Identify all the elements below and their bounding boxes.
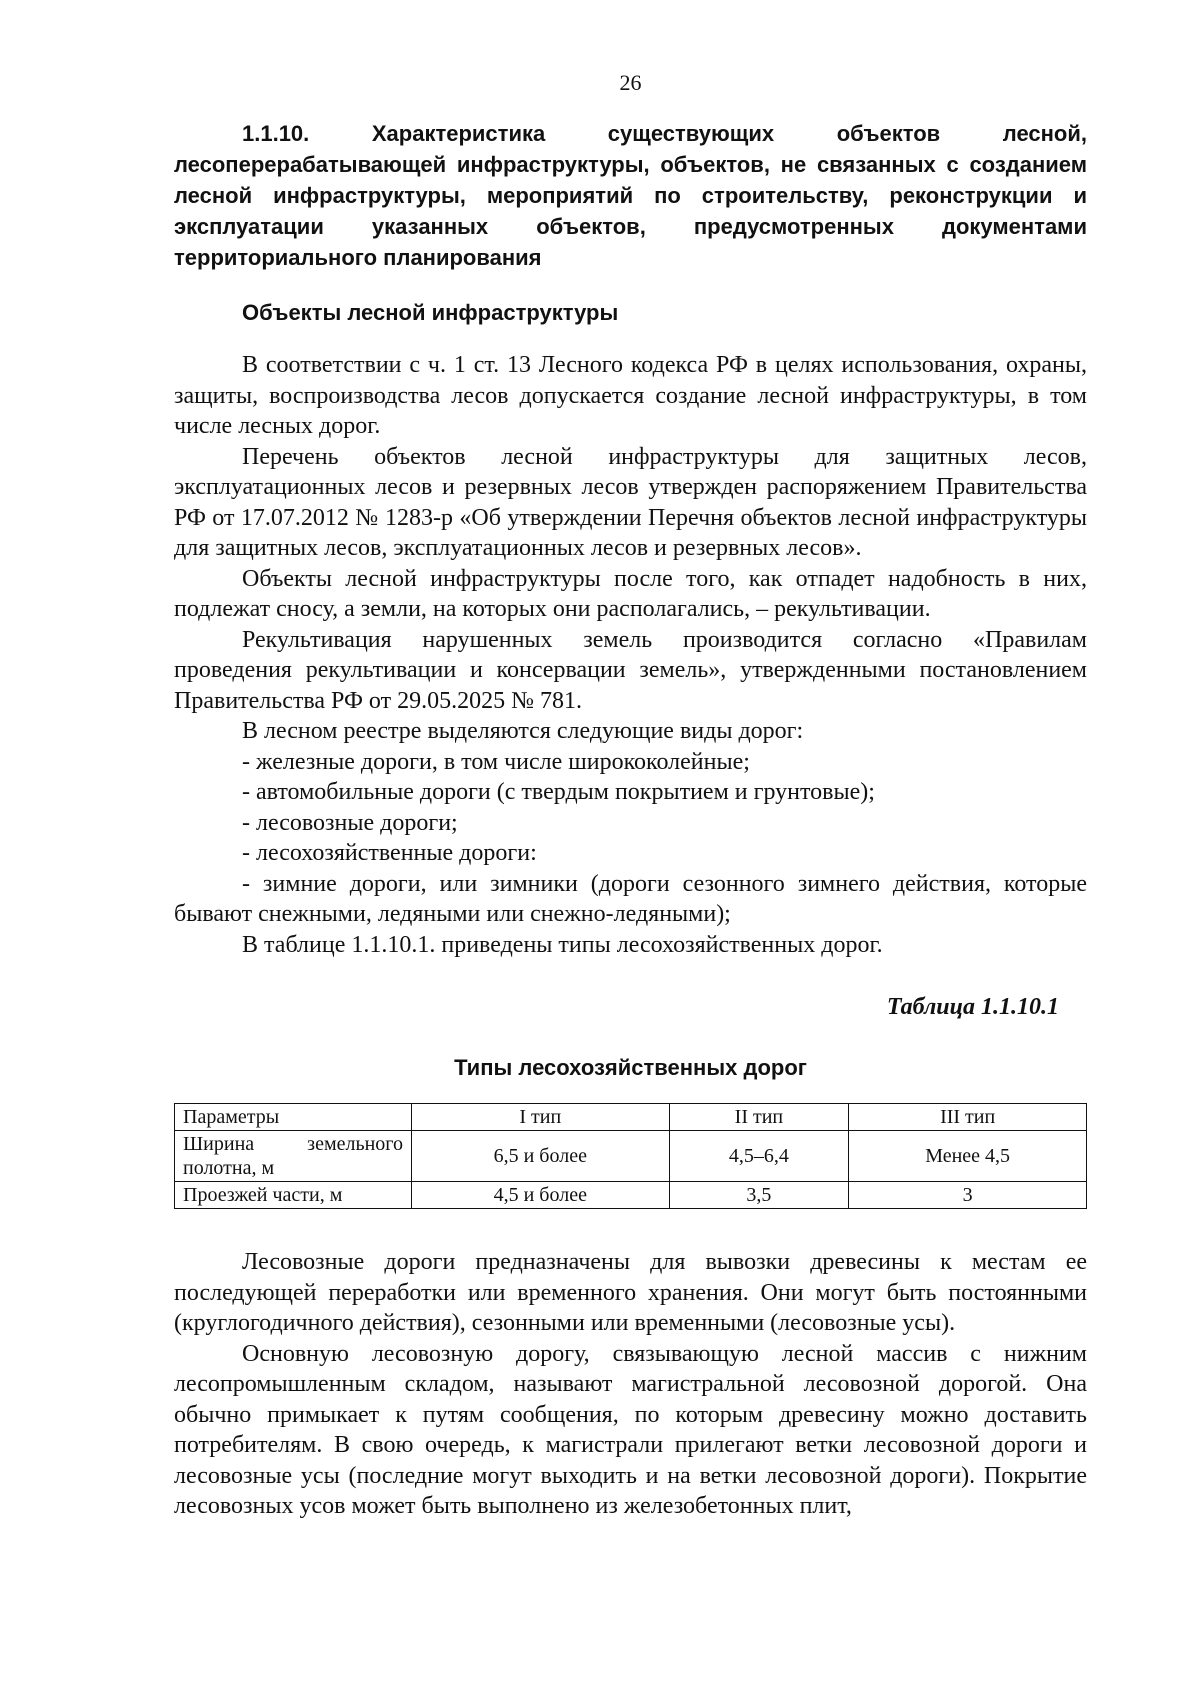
paragraph: Объекты лесной инфраструктуры после того, как отпадет надобность в них, подлежат сносу, а земли, на которых они располагались, – рекультивации. xyxy=(174,565,1087,622)
table-cell: Менее 4,5 xyxy=(849,1131,1087,1182)
list-item: - лесохозяйственные дороги: xyxy=(242,840,537,866)
table-cell: 4,5 и более xyxy=(412,1182,670,1209)
paragraph: Рекультивация нарушенных земель производится согласно «Правилам проведения рекультивации и консервации земель», утвержденными постановлением Правительства РФ от 29.05.2025 № 781. xyxy=(174,626,1087,714)
list-item: - лесовозные дороги; xyxy=(242,809,458,836)
body-text-before-table xyxy=(174,350,1087,960)
paragraph: Перечень объектов лесной инфраструктуры для защитных лесов, эксплуатационных лесов и резервных лесов утвержден распоряжением Правительства РФ от 17.07.2012 № 1283-р «Об утверждении Перечня объектов лесной инфраструктуры для защитных лесов, эксплуатационных лесов и резервных лесов». xyxy=(174,443,1087,561)
list-item: - зимние дороги, или зимники (дороги сезонного зимнего действия, которые бывают снежными, ледяными или снежно-ледяными); xyxy=(174,870,1087,927)
table-row xyxy=(175,1131,1087,1182)
table-title: Типы лесохозяйственных дорог xyxy=(454,1055,807,1080)
road-types-table xyxy=(174,1103,1087,1209)
table-row xyxy=(175,1182,1087,1209)
body-text-after-table xyxy=(174,1247,1087,1522)
table-cell: Ширина земельного полотна, м xyxy=(175,1131,412,1182)
paragraph: В соответствии с ч. 1 ст. 13 Лесного кодекса РФ в целях использования, охраны, защиты, воспроизводства лесов допускается создание лесной инфраструктуры, в том числе лесных дорог. xyxy=(174,352,1087,439)
table-caption: Таблица 1.1.10.1 xyxy=(886,994,1059,1020)
table-header-row xyxy=(175,1104,1087,1131)
list-item: - железные дороги, в том числе ширококолейные; xyxy=(242,748,750,775)
paragraph: Основную лесовозную дорогу, связывающую лесной массив с нижним лесопромышленным складом, называют магистральной лесовозной дорогой. Она обычно примыкает к путям сообщения, по которым древесину можно доставить потребителям. В свою очередь, к магистрали прилегают ветки лесовозной дороги и лесовозные усы (последние могут выходить и на ветки лесовозной дороги). Покрытие лесовозных усов может быть выполнено из железобетонных плит, xyxy=(174,1340,1087,1519)
page-number: 26 xyxy=(619,70,642,95)
table-header-cell: II тип xyxy=(669,1104,849,1131)
table-cell: 3 xyxy=(849,1182,1087,1209)
paragraph: В лесном реестре выделяются следующие виды дорог: xyxy=(242,718,804,744)
table-cell: Проезжей части, м xyxy=(175,1182,412,1209)
paragraph: В таблице 1.1.10.1. приведены типы лесохозяйственных дорог. xyxy=(242,931,883,958)
table-cell: 6,5 и более xyxy=(412,1131,670,1182)
table-cell: 4,5–6,4 xyxy=(669,1131,849,1182)
table-header-cell: I тип xyxy=(412,1104,670,1131)
list-item: - автомобильные дороги (с твердым покрытием и грунтовые); xyxy=(242,779,875,805)
table-cell: 3,5 xyxy=(669,1182,849,1209)
table-header-cell: III тип xyxy=(849,1104,1087,1131)
section-heading: 1.1.10. Характеристика существующих объектов лесной, лесоперерабатывающей инфраструктуры, объектов, не связанных с созданием лесной инфраструктуры, мероприятий по строительству, реконструкции и эксплуатации указанных объектов, предусмотренных документами территориального планирования xyxy=(174,121,1087,270)
subsection-heading: Объекты лесной инфраструктуры xyxy=(242,300,619,325)
paragraph: Лесовозные дороги предназначены для вывозки древесины к местам ее последующей переработки или временного хранения. Они могут быть постоянными (круглогодичного действия), сезонными или временными (лесовозные усы). xyxy=(174,1249,1087,1336)
table-header-cell: Параметры xyxy=(175,1104,412,1131)
